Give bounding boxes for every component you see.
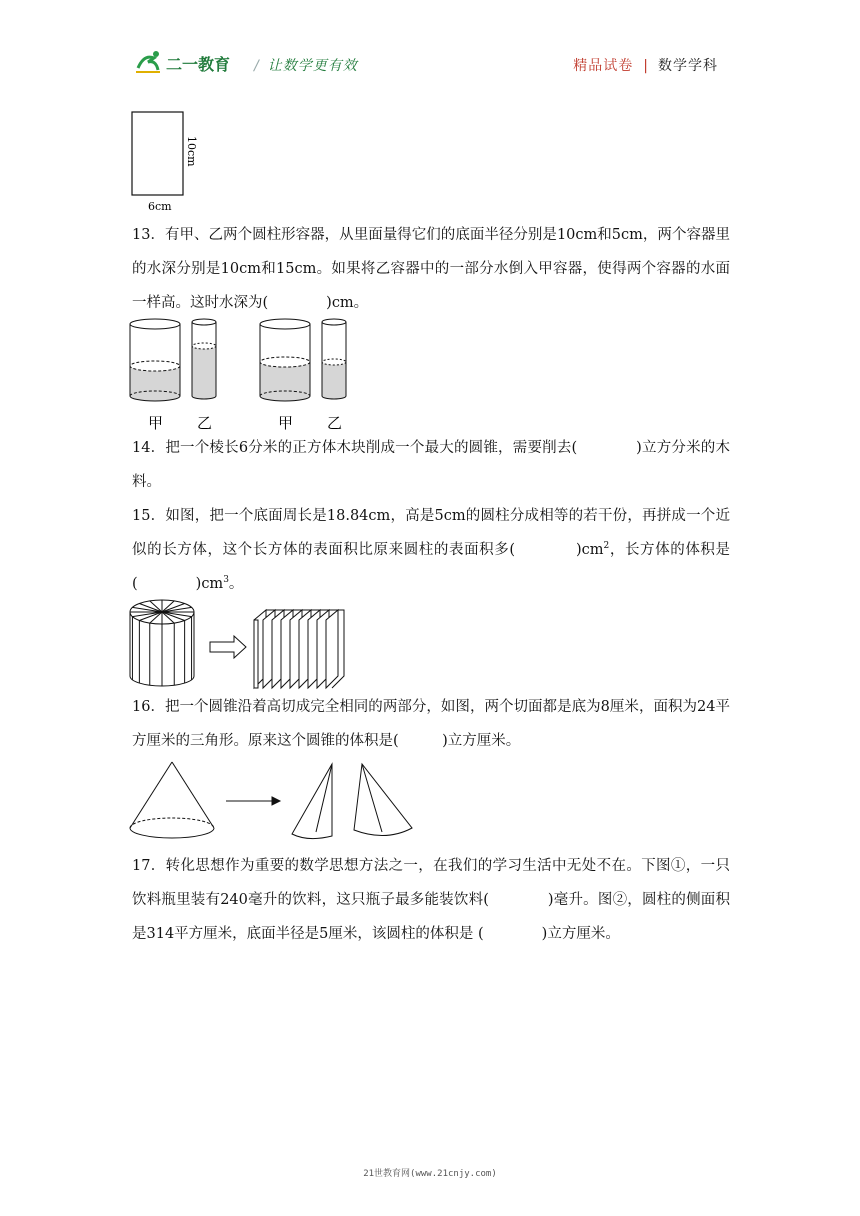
sliced-cylinder [130,600,194,686]
cylinder-to-cuboid-figure [126,598,362,692]
cylinders-figure [126,316,356,434]
label-jia-1: 甲 [148,414,164,432]
cone-figure [126,758,422,844]
half-cones [292,764,412,839]
question-16 [132,690,730,758]
question-15-sup-a: 2 [603,541,610,552]
brand-logo [134,48,244,78]
question-16-text: 16．把一个圆锥沿着高切成完全相同的两部分，如图，两个切面都是底为8厘米，面积为24平方厘米的三角形。原来这个圆锥的体积是( )立方厘米。 [132,699,730,749]
cylinder-yi-1 [192,319,216,399]
rectangle-height-label: 10cm [185,136,198,167]
slogan-text: 让数学更有效 [267,58,358,74]
tag-quality: 精品试卷 [573,58,634,74]
label-jia-2: 甲 [278,414,294,432]
rectangle-width-label: 6cm [148,200,172,213]
question-13 [132,218,730,320]
cylinder-jia-1 [130,319,180,401]
slogan [254,55,358,75]
page-header [0,0,860,95]
question-15-sup-b: 3 [223,575,229,586]
rectangle-shape [132,112,183,195]
cone [130,762,214,838]
page-footer [0,1166,860,1179]
question-17 [132,849,730,951]
cylinder-yi-2 [322,319,346,399]
arrow-right-icon [226,797,280,805]
question-15 [132,499,730,601]
question-14 [132,431,730,499]
slogan-separator: / [254,58,260,74]
question-15-text-a: 15．如图，把一个底面周长是18.84cm，高是5cm的圆柱分成相等的若干份，再拼成一个近似的长方体，这个长方体的表面积比原来圆柱的表面积多( )cm [132,508,730,558]
question-15-text-c: 。 [228,576,244,592]
footer-text: 21世教育网(www.21cnjy.com) [363,1169,497,1179]
cylinder-jia-2 [260,319,310,401]
question-15-text-b: ，长方体的体积是( )cm [132,542,731,592]
rectangle-figure [128,108,208,214]
question-17-text: 17．转化思想作为重要的数学思想方法之一，在我们的学习生活中无处不在。下图①，一只饮料瓶里装有240毫升的饮料，这只瓶子最多能装饮料( )毫升。图②，圆柱的侧面积是314平方厘米，底面半径是5厘米，该圆柱的体积是 ( )立方厘米。 [132,858,730,942]
label-yi-2: 乙 [327,414,343,432]
question-13-text: 13．有甲、乙两个圆柱形容器，从里面量得它们的底面半径分别是10cm和5cm，两个容器里的水深分别是10cm和15cm。如果将乙容器中的一部分水倒入甲容器，使得两个容器的水面一样高。这时水深为( )cm。 [132,227,730,311]
tag-subject: 数学学科 [658,58,718,74]
brand-name: 二一教育 [166,55,231,74]
label-yi-1: 乙 [197,414,213,432]
cuboid [254,610,344,688]
tag-separator: | [643,58,648,74]
header-tags [573,55,718,75]
arrow-right-icon [210,636,246,658]
question-14-text: 14．把一个棱长6分米的正方体木块削成一个最大的圆锥，需要削去( )立方分米的木料。 [132,440,730,490]
